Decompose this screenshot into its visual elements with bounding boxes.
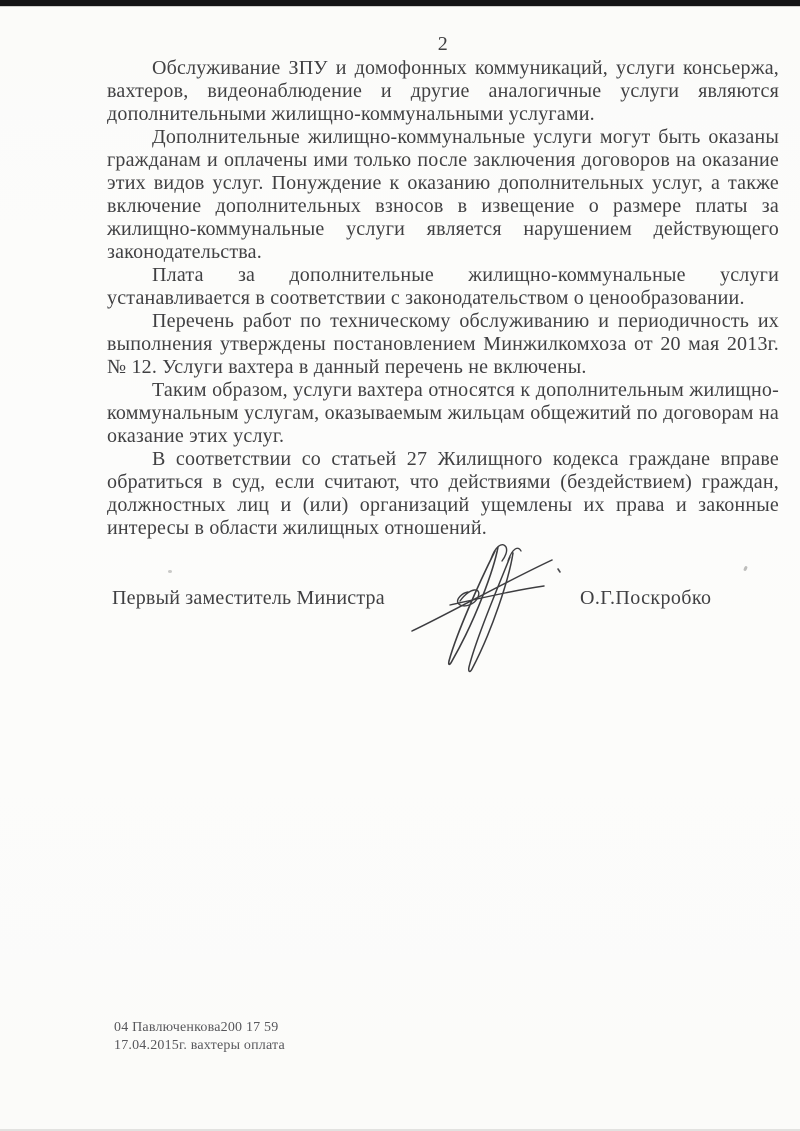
document-body — [107, 57, 779, 540]
footer-line-1: 04 Павлюченкова200 17 59 — [114, 1020, 279, 1035]
scan-speck — [168, 570, 172, 573]
scan-edge-top — [0, 0, 800, 7]
footer-note — [114, 1019, 285, 1055]
paragraph-4: Перечень работ по техническому обслуживанию и периодичность их выполнения утверждены постановлением Минжилкомхоза от 20 мая 2013г. № 12. Услуги вахтера в данный перечень не включены. — [107, 310, 779, 378]
signature-scribble — [398, 535, 568, 675]
page-number: 2 — [437, 33, 449, 55]
scan-speck — [743, 566, 748, 572]
footer-line-2: 17.04.2015г. вахтеры оплата — [114, 1038, 285, 1053]
paragraph-2: Дополнительные жилищно-коммунальные услуги могут быть оказаны гражданам и оплачены ими только после заключения договоров на оказание этих видов услуг. Понуждение к оказанию дополнительных услуг, а также включение дополнительных взносов в извещение о размере платы за жилищно-коммунальные услуги является нарушением действующего законодательства. — [107, 126, 779, 263]
paragraph-5: Таким образом, услуги вахтера относятся к дополнительным жилищно-коммунальным услугам, оказываемым жильцам общежитий по договорам на оказание этих услуг. — [107, 379, 779, 447]
signature-title: Первый заместитель Министра — [112, 587, 385, 609]
paragraph-6: В соответствии со статьей 27 Жилищного кодекса граждане вправе обратиться в суд, если считают, что действиями (бездействием) граждан, должностных лиц и (или) организаций ущемлены их права и законные интересы в области жилищных отношений. — [107, 448, 779, 539]
paragraph-3: Плата за дополнительные жилищно-коммунальные услуги устанавливается в соответствии с законодательством о ценообразовании. — [107, 264, 779, 309]
signature-name: О.Г.Поскробко — [580, 587, 712, 609]
paragraph-1: Обслуживание ЗПУ и домофонных коммуникаций, услуги консьержа, вахтеров, видеонаблюдение и другие аналогичные услуги являются дополнительными жилищно-коммунальными услугами. — [107, 57, 779, 125]
